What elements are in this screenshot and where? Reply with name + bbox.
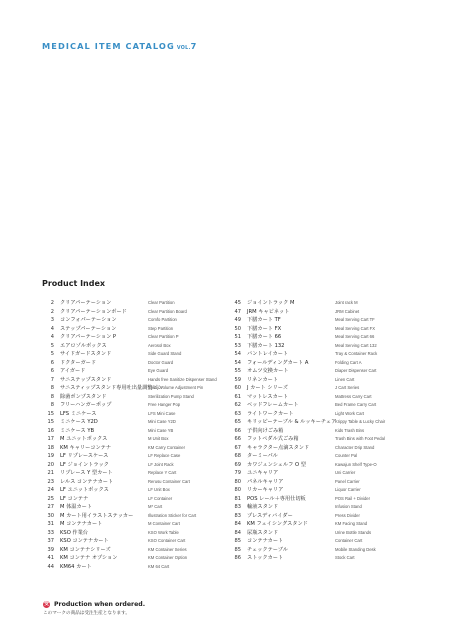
index-item-name-ja: フットペダル式ごみ箱 <box>247 436 299 442</box>
index-item-name-en: Aerosol Box <box>148 342 171 348</box>
index-page-number: 3 <box>50 317 54 323</box>
index-item-name-ja: 下膳カート 66 <box>247 334 282 340</box>
index-row <box>229 427 413 436</box>
index-page-number: 86 <box>234 555 241 561</box>
index-item-name-ja: リプレース Y 型カート <box>60 470 113 476</box>
index-item-name-en: Eye Guard <box>148 368 169 373</box>
index-item-name-en: Illustration Sticker for Cart <box>148 512 197 518</box>
index-row <box>42 461 226 470</box>
index-item-name-en: Side Guard Stand <box>148 351 182 356</box>
index-item-name-en: KM 64 Cart <box>148 563 170 569</box>
index-row <box>229 520 413 529</box>
index-row <box>42 418 226 427</box>
index-item-name-en: Free Hanger Pop <box>148 402 181 407</box>
index-item-name-ja: オムツ交換カート <box>247 368 289 374</box>
index-page-number: 80 <box>234 478 241 485</box>
index-row <box>42 342 226 351</box>
index-page-number: 5 <box>50 342 54 349</box>
index-item-name-en: KM Container Series <box>148 546 187 552</box>
index-item-name-ja: KM フェイシングスタンド <box>247 521 308 527</box>
index-item-name-en: Uni Carrier <box>335 470 356 475</box>
index-item-name-ja: キリッピーテーブル & ルッキーチェア <box>247 419 337 425</box>
index-page-number: 41 <box>47 555 54 561</box>
index-item-name-en: Spray Volume Adjustment Pin <box>148 385 204 390</box>
index-item-name-en: Sterilization Pump Stand <box>148 393 194 399</box>
index-item-name-en: Counter Pal <box>335 453 358 458</box>
index-page-number: 69 <box>234 461 241 468</box>
index-page-number: 63 <box>234 410 241 417</box>
made-to-order-icon: 受 <box>43 601 49 607</box>
index-page-number: 60 <box>234 385 241 391</box>
index-page-number: 2 <box>50 300 54 306</box>
index-row <box>229 554 413 563</box>
index-item-name-en: Rerusu Container Cart <box>148 478 190 484</box>
catalog-volume-number: 7 <box>190 41 198 51</box>
index-item-name-ja: ジョイントラック M <box>247 300 295 306</box>
index-row <box>42 299 226 308</box>
index-page-number: 19 <box>47 453 54 459</box>
index-row <box>229 495 413 504</box>
index-item-name-ja: サニステップスタンド <box>60 376 112 383</box>
index-row <box>42 520 226 529</box>
index-row <box>42 325 226 334</box>
index-row <box>229 546 413 555</box>
index-page-number: 8 <box>50 402 54 408</box>
index-page-number: 85 <box>234 546 241 553</box>
index-item-name-en: Container Cart <box>335 538 363 543</box>
index-item-name-en: LF Container <box>148 495 173 501</box>
index-item-name-en: JRM Cabinet <box>335 308 360 314</box>
index-item-name-ja: ターミーパル <box>247 453 278 459</box>
index-page-number: 20 <box>47 461 54 468</box>
index-item-name-ja: リネンカート <box>247 376 279 383</box>
index-item-name-ja: コンフォパーテーション <box>60 317 117 323</box>
index-row <box>229 367 413 376</box>
index-item-name-en: Character Drip Stand <box>335 444 375 450</box>
index-page-number: 37 <box>47 538 54 544</box>
index-item-name-ja: ステップパーテーション <box>60 325 117 332</box>
index-item-name-en: Diaper Dispenser Cart <box>335 368 377 373</box>
index-item-name-ja: ストックカート <box>247 555 284 561</box>
index-item-name-ja: M ユニットボックス <box>60 436 108 442</box>
index-page-number: 54 <box>234 351 241 357</box>
index-item-name-en: Liquor Carrier <box>335 487 361 492</box>
index-item-name-ja: レルス コンテナカート <box>60 478 114 485</box>
index-page-number: 25 <box>47 495 54 502</box>
index-page-number: 24 <box>47 487 54 493</box>
index-item-name-en: Clear Partition Board <box>148 308 187 314</box>
index-item-name-ja: ベッドフレームカート <box>247 402 299 408</box>
index-item-name-en: Folding Cart A <box>335 359 362 365</box>
index-item-name-ja: LF リプレースケース <box>60 453 109 459</box>
index-item-name-en: Clear Partition P <box>148 334 179 339</box>
index-item-name-en: M Unit Box <box>148 436 169 441</box>
index-item-name-en: M* Cart <box>148 504 163 509</box>
index-item-name-en: Trash Bins with Foot Pedal <box>335 436 385 441</box>
index-page-number: 83 <box>234 512 241 519</box>
index-item-name-ja: M 体温カート <box>60 504 93 510</box>
index-item-name-en: Replace Y Cart <box>148 470 177 475</box>
index-row <box>42 427 226 436</box>
index-item-name-en: Step Partition <box>148 325 174 331</box>
index-item-name-ja: クリアパーテーション <box>60 300 112 306</box>
index-page-number: 27 <box>47 504 54 510</box>
index-row <box>42 333 226 342</box>
index-page-number: 15 <box>47 419 54 425</box>
index-item-name-ja: KM コンテナ オプション <box>60 555 118 561</box>
index-item-name-en: LF Unit Box <box>148 487 170 492</box>
index-row <box>229 384 413 393</box>
index-item-name-en: Kawajun Shelf Type-O <box>335 461 377 467</box>
index-page-number: 21 <box>47 470 54 476</box>
index-item-name-en: Bed Frame Carry Cart <box>335 402 377 407</box>
index-item-name-ja: クリアパーテーションボード <box>60 308 127 315</box>
index-item-name-en: Linen Cart <box>335 376 355 382</box>
index-item-name-en: KSO Container Cart <box>148 538 186 543</box>
index-page-number: 47 <box>234 308 241 315</box>
index-item-name-ja: LF コンテナ <box>60 495 89 502</box>
index-item-name-ja: KM64 カート <box>60 563 92 570</box>
index-item-name-en: Meal Serving Cart FX <box>335 325 376 331</box>
index-item-name-ja: KM コンテナシリーズ <box>60 546 111 553</box>
index-item-name-en: Mattress Carry Cart <box>335 393 372 399</box>
index-row <box>42 367 226 376</box>
index-row <box>229 393 413 402</box>
index-row <box>42 393 226 402</box>
index-page-number: 49 <box>234 317 241 323</box>
index-row <box>42 359 226 368</box>
index-row <box>42 503 226 512</box>
index-row <box>229 486 413 495</box>
index-item-name-en: Joint rack M <box>335 300 358 305</box>
index-item-name-ja: 子供向けごみ箱 <box>247 427 284 434</box>
index-page-number: 61 <box>234 393 241 400</box>
index-item-name-en: Clear Partition <box>148 300 175 305</box>
index-item-name-en: Light Work Cart <box>335 410 365 416</box>
index-item-name-ja: サニスティップスタンド専用吐出量調整ピン <box>60 385 163 391</box>
index-row <box>229 342 413 351</box>
index-page-number: 54 <box>234 359 241 366</box>
index-item-name-ja: キャラクター点滴スタンド <box>247 444 310 451</box>
index-page-number: 7 <box>50 376 54 383</box>
index-row <box>229 469 413 478</box>
index-item-name-en: Tray & Container Rack <box>335 351 378 356</box>
index-item-name-en: Hands free Sanitize Dispenser Stand <box>148 376 217 382</box>
index-item-name-ja: M コンテナカート <box>60 521 103 527</box>
index-row <box>42 529 226 538</box>
index-item-name-en: LFS Mini Case <box>148 410 176 416</box>
index-page-number: 23 <box>47 478 54 485</box>
index-item-name-ja: 下膳カート TF <box>247 317 281 323</box>
index-item-name-ja: プレスディバイダー <box>247 512 293 519</box>
index-row <box>229 478 413 487</box>
index-item-name-en: KM Container Option <box>148 555 188 560</box>
index-item-name-en: Comfo Partition <box>148 317 177 322</box>
index-item-name-en: Meal Serving Cart TF <box>335 317 375 322</box>
index-item-name-ja: JRM キャビネット <box>247 308 290 315</box>
index-page-number: 81 <box>234 495 241 502</box>
index-page-number: 33 <box>47 529 54 536</box>
index-row <box>229 537 413 546</box>
index-row <box>229 359 413 368</box>
index-page-number: 4 <box>50 325 54 332</box>
index-row <box>229 503 413 512</box>
index-page-number: 6 <box>50 359 54 366</box>
index-item-name-en: Meal Serving Cart 132 <box>335 342 377 348</box>
index-row <box>42 410 226 419</box>
index-item-name-ja: アイガード <box>60 368 86 374</box>
index-page-number: 79 <box>234 470 241 476</box>
index-row <box>229 401 413 410</box>
index-row <box>42 452 226 461</box>
index-item-name-ja: クリアパーテーション P <box>60 334 117 340</box>
index-page-number: 39 <box>47 546 54 553</box>
index-item-name-en: Urine Bottle Stands <box>335 529 372 535</box>
index-page-number: 5 <box>50 351 54 357</box>
index-row <box>229 350 413 359</box>
index-page-number: 65 <box>234 419 241 425</box>
index-row <box>229 461 413 470</box>
index-page-number: 17 <box>47 436 54 442</box>
index-item-name-ja: KM キャリーコンテナ <box>60 444 112 451</box>
index-page-number: 18 <box>47 444 54 451</box>
index-page-number: 8 <box>50 385 54 391</box>
index-row <box>42 563 226 572</box>
index-row <box>229 512 413 521</box>
index-item-name-ja: ライトワークカート <box>247 410 294 417</box>
index-page-number: 15 <box>47 410 54 417</box>
index-page-number: 62 <box>234 402 241 408</box>
product-index-heading: Product Index <box>42 279 106 288</box>
order-label: Production when ordered. <box>54 601 146 608</box>
index-item-name-en: KM Carry Container <box>148 444 186 450</box>
index-page-number: 84 <box>234 529 241 536</box>
index-row <box>42 308 226 317</box>
index-item-name-en: Mini Case Y2D <box>148 419 176 424</box>
index-item-name-ja: フォールディングカート A <box>247 359 309 366</box>
order-legend <box>43 600 145 609</box>
index-item-name-ja: 下膳カート 132 <box>247 342 285 349</box>
index-page-number: 51 <box>234 334 241 340</box>
index-item-name-ja: LFS ミニケース <box>60 410 97 417</box>
index-item-name-en: Meal Serving Cart 66 <box>335 334 375 339</box>
index-page-number: 83 <box>234 504 241 510</box>
index-page-number: 4 <box>50 334 54 340</box>
index-row <box>42 435 226 444</box>
index-row <box>42 495 226 504</box>
index-item-name-en: KSO Work Table <box>148 529 179 535</box>
index-page-number: 6 <box>50 368 54 374</box>
index-column-right <box>229 299 413 563</box>
index-item-name-ja: リカーキャリア <box>247 487 284 493</box>
index-row <box>42 546 226 555</box>
index-row <box>229 410 413 419</box>
index-item-name-en: KM Facing Stand <box>335 521 368 526</box>
index-row <box>42 376 226 385</box>
index-page-number: 2 <box>50 308 54 315</box>
index-item-name-ja: カワジュンシェルフ O 型 <box>247 461 306 468</box>
index-item-name-en: Doctor Guard <box>148 359 174 365</box>
index-item-name-en: LF Joint Rack <box>148 461 174 467</box>
index-item-name-ja: LF ジョイントラック <box>60 461 109 468</box>
index-item-name-ja: エアロゾルボックス <box>60 342 107 349</box>
index-page-number: 8 <box>50 393 54 400</box>
index-row <box>42 401 226 410</box>
index-item-name-en: Press Divider <box>335 512 360 518</box>
index-page-number: 30 <box>47 512 54 519</box>
index-item-name-en: Mobile Standing Desk <box>335 546 376 552</box>
index-row <box>229 529 413 538</box>
index-page-number: 80 <box>234 487 241 493</box>
index-item-name-ja: 輸液スタンド <box>247 504 279 510</box>
index-item-name-en: Krippy Table & Lucky Chair <box>335 419 386 424</box>
index-page-number: 45 <box>234 300 241 306</box>
index-item-name-ja: ミニケース YB <box>60 427 95 434</box>
index-page-number: 68 <box>234 453 241 459</box>
index-item-name-ja: 除菌ポンプスタンド <box>60 393 107 400</box>
index-item-name-ja: ミニケース Y2D <box>60 419 98 425</box>
index-row <box>229 435 413 444</box>
index-item-name-ja: チェックテーブル <box>247 546 288 553</box>
index-page-number: 55 <box>234 368 241 374</box>
index-item-name-ja: パネルキャリア <box>247 478 284 485</box>
index-item-name-ja: サイドガードスタンド <box>60 351 112 357</box>
index-row <box>42 316 226 325</box>
order-note-text: このマークの商品は受注生産となります。 <box>43 611 130 616</box>
index-page-number: 53 <box>234 342 241 349</box>
index-item-name-ja: バントレイカート <box>247 351 289 357</box>
index-item-name-en: Mini Case YB <box>148 427 174 433</box>
index-row <box>42 512 226 521</box>
index-row <box>42 478 226 487</box>
index-item-name-en: Kids Trash Bins <box>335 427 365 433</box>
index-item-name-ja: M カート用イラストステッカー <box>60 512 134 519</box>
index-item-name-en: J Cart Series <box>335 385 360 390</box>
index-row <box>42 444 226 453</box>
index-item-name-ja: J カート シリーズ <box>247 385 288 391</box>
index-row <box>229 418 413 427</box>
index-page-number: 66 <box>234 427 241 434</box>
index-row <box>42 537 226 546</box>
index-row <box>229 444 413 453</box>
index-item-name-en: Panel Carrier <box>335 478 360 484</box>
catalog-title <box>42 41 197 51</box>
index-item-name-ja: マットレスカート <box>247 393 289 400</box>
index-row <box>42 486 226 495</box>
index-page-number: 16 <box>47 427 54 434</box>
index-page-number: 44 <box>47 563 54 570</box>
index-row <box>42 350 226 359</box>
index-item-name-ja: POS レール＋専用仕切板 <box>247 495 306 502</box>
index-page-number: 59 <box>234 376 241 383</box>
index-row <box>42 554 226 563</box>
index-page-number: 67 <box>234 444 241 451</box>
index-item-name-en: LF Replace Case <box>148 453 181 458</box>
index-item-name-ja: ドクターガード <box>60 359 97 366</box>
index-row <box>229 376 413 385</box>
index-item-name-ja: 下膳カート FX <box>247 325 282 332</box>
index-item-name-ja: フリーハンガーポップ <box>60 402 112 408</box>
index-page-number: 31 <box>47 521 54 527</box>
index-item-name-ja: KSO 作業台 <box>60 529 88 536</box>
index-page-number: 85 <box>234 538 241 544</box>
index-row <box>42 384 226 393</box>
index-page-number: 66 <box>234 436 241 442</box>
index-item-name-ja: LF ユニットボックス <box>60 487 109 493</box>
index-row <box>229 333 413 342</box>
catalog-title-text: MEDICAL ITEM CATALOG <box>42 41 175 51</box>
index-row <box>229 452 413 461</box>
index-column-left <box>42 299 226 571</box>
index-row <box>42 469 226 478</box>
order-note <box>43 600 145 616</box>
index-item-name-ja: ユニキャリア <box>247 470 279 476</box>
index-item-name-ja: 尿瓶スタンド <box>247 529 279 536</box>
index-row <box>229 316 413 325</box>
index-row <box>229 325 413 334</box>
index-item-name-en: Infusion Stand <box>335 504 362 509</box>
index-item-name-en: POS Rail + Divider <box>335 495 371 501</box>
index-page-number: 50 <box>234 325 241 332</box>
index-item-name-en: M Container Cart <box>148 521 180 526</box>
index-item-name-en: Stock Cart <box>335 555 355 560</box>
catalog-volume-label: VOL. <box>176 46 191 51</box>
index-item-name-ja: KSO コンテナカート <box>60 538 109 544</box>
index-row <box>229 299 413 308</box>
index-row <box>229 308 413 317</box>
index-page-number: 84 <box>234 521 241 527</box>
index-item-name-ja: コンテナカート <box>247 538 284 544</box>
